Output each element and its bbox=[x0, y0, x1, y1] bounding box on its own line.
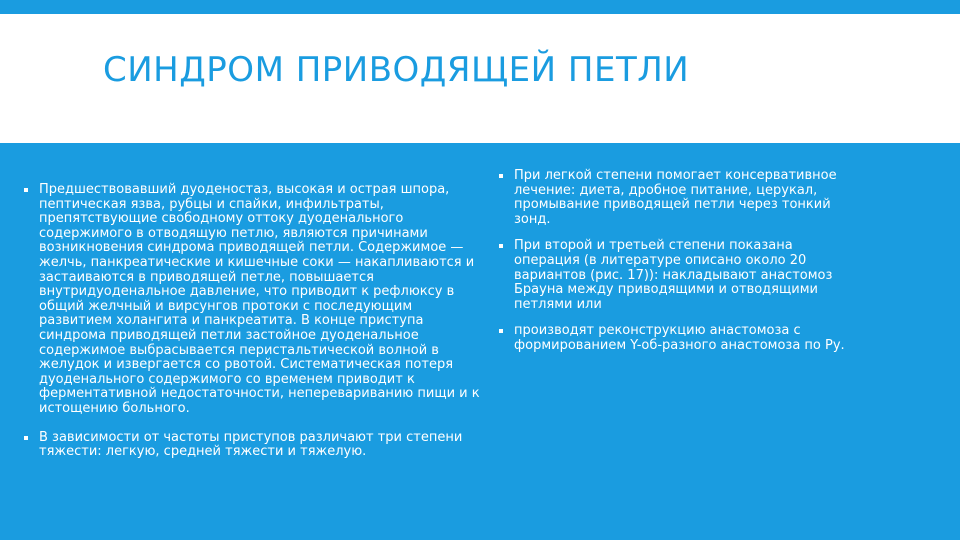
list-item bbox=[22, 183, 484, 417]
bullet-icon bbox=[499, 329, 503, 333]
bullet-text: При второй и третьей степени показана операция (в литературе описано около 20 вариантов (рис. 17)): накладывают анастомоз Брауна между приводящими и отводящими петлями или bbox=[514, 238, 833, 312]
bullet-text: Предшествовавший дуоденостаз, высокая и острая шпора, пептическая язва, рубцы и спайки, инфильтраты, препятствующие свободному оттоку дуоденального содержимого в отводящую петлю, являются причинами возникновения синдрома приводящей петли. Содержимое — желчь, панкреатические и кишечные соки — накапливаются и застаиваются в приводящей петле, повышается внутридуоденальное давление, что приводит к рефлюксу в общий желчный и вирсунгов протоки с последующим развитием холангита и панкреатита. В конце приступа синдрома приводящей петли застойное дуоденальное содержимое выбрасывается перистальтической волной в желудок и извергается со рвотой. Систематическая потеря дуоденального содержимого со временем приводит к ферментативной недостаточности, неперевариванию пищи и к истощению больного. bbox=[39, 182, 480, 416]
bullet-icon bbox=[24, 188, 28, 192]
list-item bbox=[497, 169, 857, 227]
left-bullet-list bbox=[22, 183, 484, 460]
bullet-text: В зависимости от частоты приступов различают три степени тяжести: легкую, средней тяжести и тяжелую. bbox=[39, 429, 463, 460]
bullet-icon bbox=[24, 436, 28, 440]
bullet-text: производят реконструкцию анастомоза с формированием Y-об-разного анастомоза по Ру. bbox=[514, 323, 845, 353]
list-item bbox=[22, 431, 484, 460]
bullet-icon bbox=[499, 174, 503, 178]
bullet-text: При легкой степени помогает консервативное лечение: диета, дробное питание, церукал, промывание приводящей петли через тонкий зонд. bbox=[514, 168, 837, 227]
slide-title: СИНДРОМ ПРИВОДЯЩЕЙ ПЕТЛИ bbox=[103, 50, 690, 90]
right-bullet-list bbox=[497, 169, 857, 354]
list-item bbox=[497, 239, 857, 312]
list-item bbox=[497, 324, 857, 353]
bullet-icon bbox=[499, 244, 503, 248]
